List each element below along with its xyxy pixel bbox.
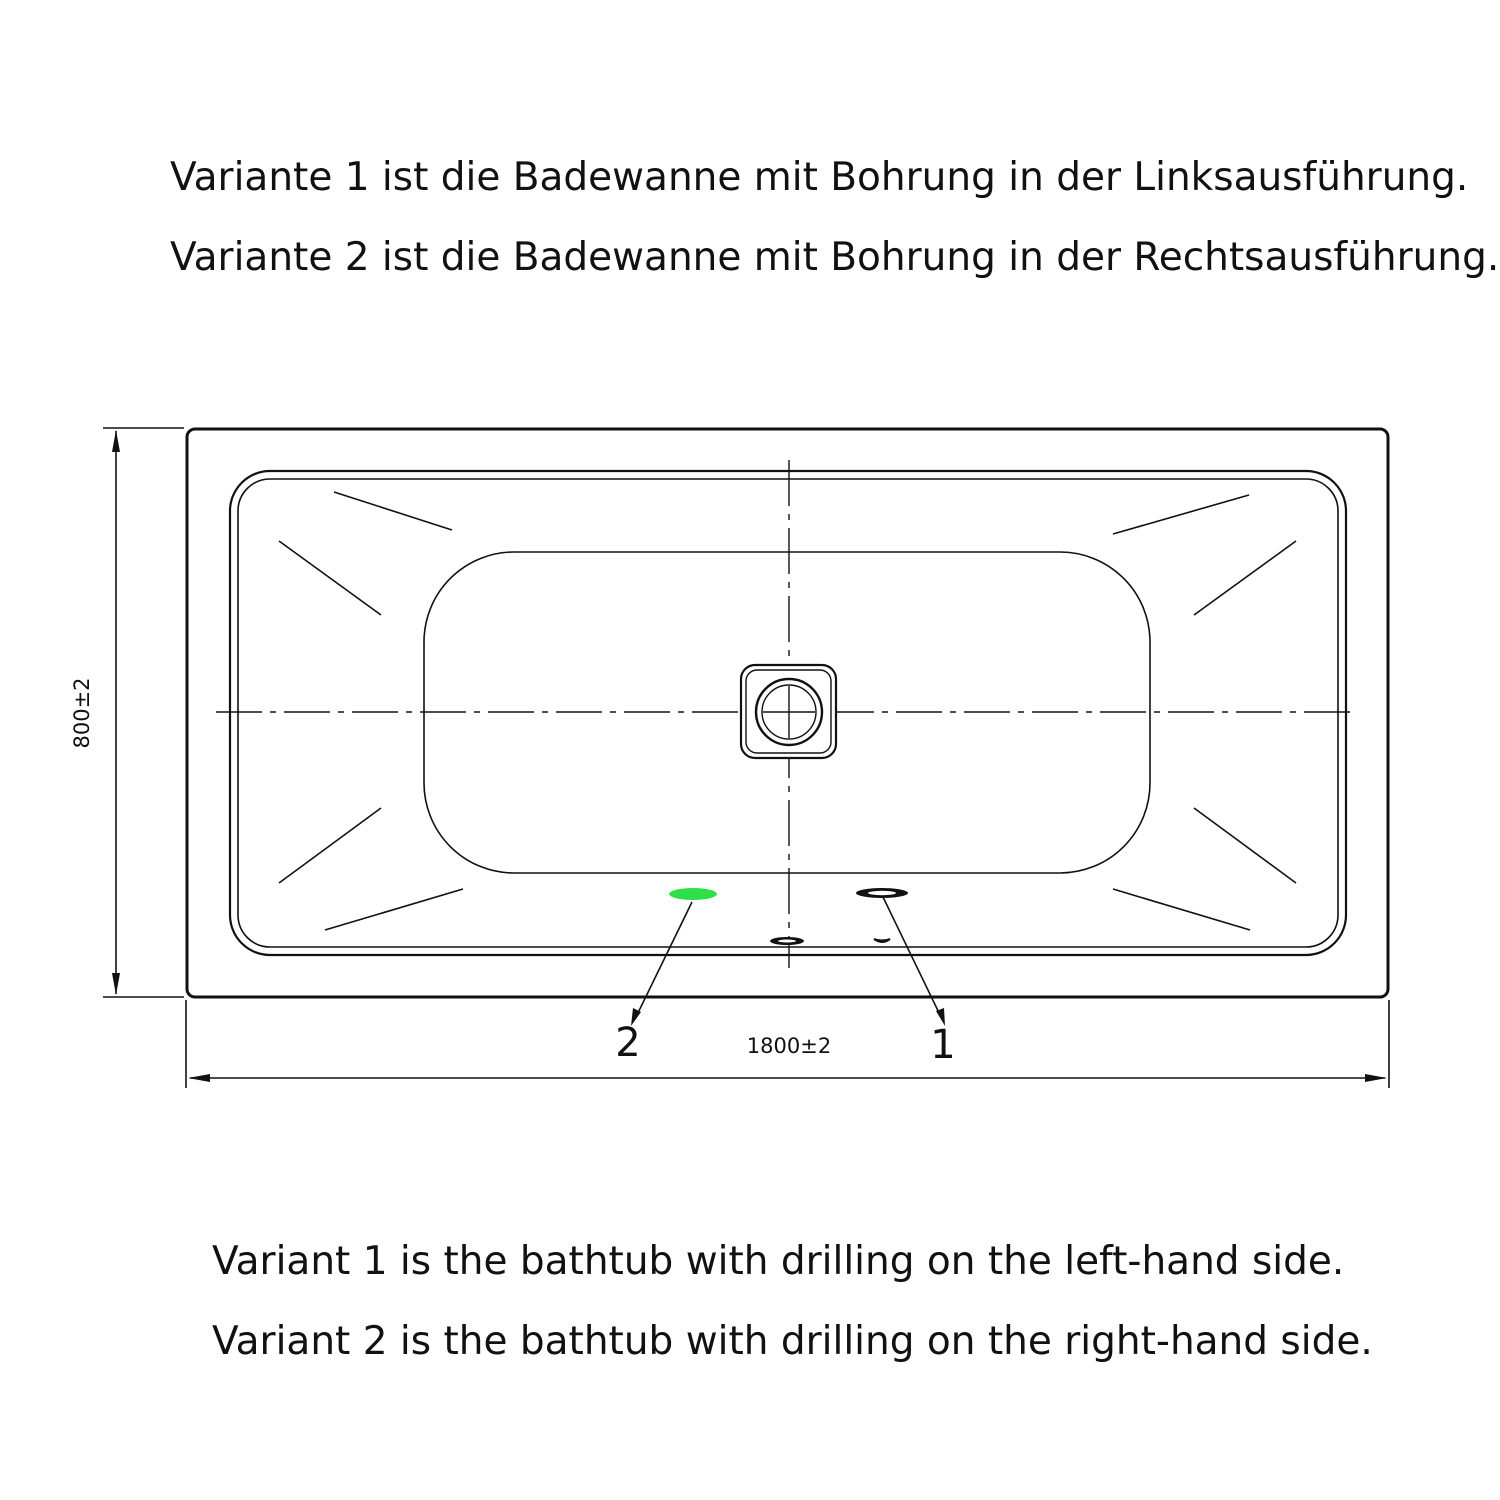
height-dimension-label: 800±2 [70,677,94,749]
drain [741,665,836,758]
caption-de-variant-2: Variante 2 ist die Badewanne mit Bohrung in der Rechtsausführung. [170,235,1500,280]
drilling-hole-variant-2 [669,888,717,900]
height-dimension [103,428,184,997]
callout-leaders [631,897,945,1026]
overflow-marks [770,937,890,945]
caption-en-variant-2: Variant 2 is the bathtub with drilling on the right-hand side. [212,1319,1373,1364]
width-dimension-label: 1800±2 [746,1034,832,1058]
callout-number-2: 2 [615,1020,641,1066]
caption-en-variant-1: Variant 1 is the bathtub with drilling on the left-hand side. [212,1239,1345,1284]
caption-de-variant-1: Variante 1 ist die Badewanne mit Bohrung in der Linksausführung. [170,155,1469,200]
callout-number-1: 1 [930,1022,956,1068]
drilling-hole-variant-1 [856,888,908,898]
